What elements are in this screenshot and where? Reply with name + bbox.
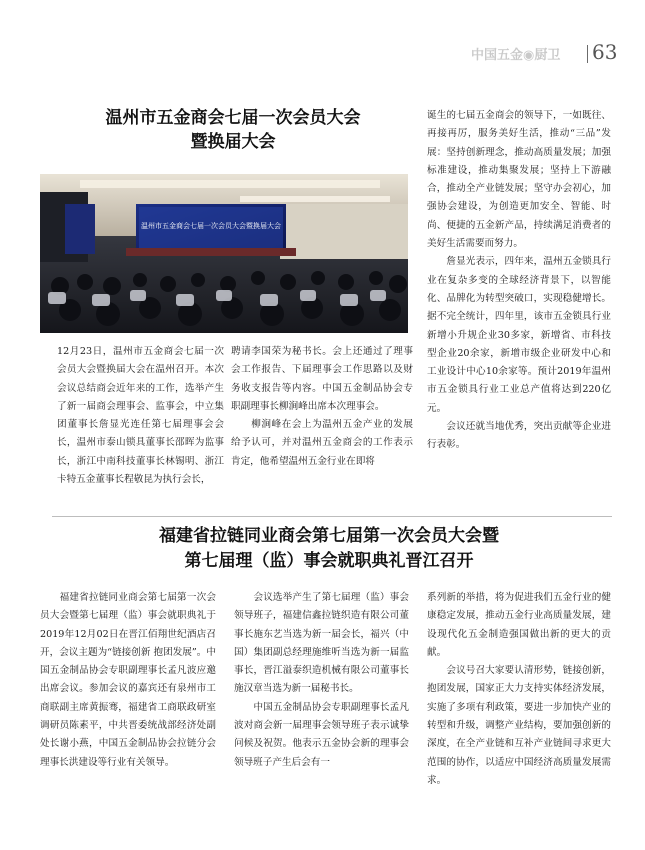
article1-title-line1: 温州市五金商会七届一次会员大会 bbox=[105, 108, 361, 128]
article1-title bbox=[52, 106, 414, 154]
article2-column-2: 会议选举产生了第七届理（监）事会领导班子，福建信鑫拉链织造有限公司董事长施东艺当选为新一届会长，福兴（中国）集团副总经理施维听当选为新一届监事长，晋江溢泰织造机械有限公司董事长施汉章当选为新一届秘书长。 中国五金制品协会专职副理事长孟凡波对商会新一届理事会领导班子表示诚挚问候及祝贺。他表示五金协会新的理事会领导班子产生后会有一 bbox=[234, 592, 409, 768]
article2-column-3: 系列新的举措，将为促进我们五金行业的健康稳定发展，推动五金行业高质量发展，建设现代化五金制造强国做出新的更大的贡献。 会议号召大家要认清形势，链接创新，抱团发展，国家正大力支持实体经济发展，实施了多项有利政策，要进一步加快产业的转型和升级，调整产业结构，要加强创新的深度，在全产业链和互补产业链间寻求更大范围的协作，以适应中国经济高质量发展需求。 bbox=[427, 592, 611, 786]
article2-title bbox=[66, 524, 592, 574]
article1-column-1: 12月23日，温州市五金商会七届一次会员大会暨换届大会在温州召开。本次会议总结商会近年来的工作，选举产生了新一届商会理事会、监事会，中立集团董事长詹显光连任第七届理事会会长，温州市泰山锁具董事长邵晖为监事长，浙江中南科技董事长林锡明、浙江卡特五金董事长程敬昆为执行会长， bbox=[57, 346, 224, 486]
conference-photo bbox=[40, 174, 408, 333]
article2-title-line2: 第七届理（监）事会就职典礼晋江召开 bbox=[184, 551, 474, 571]
magazine-brand: 中国五金◉厨卫 bbox=[471, 48, 561, 63]
page-number: 63 bbox=[592, 40, 618, 64]
header-separator bbox=[587, 45, 588, 63]
article1-column-2: 聘请李国荣为秘书长。会上还通过了理事会工作报告、下届理事会工作思路以及财务收支报告等内容。中国五金制品协会专职副理事长柳涧峰出席本次理事会。 柳涧峰在会上为温州五金产业的发展给予认可，并对温州五金商会的工作表示肯定，他希望温州五金行业在即将 bbox=[231, 346, 413, 467]
article1-title-line2: 暨换届大会 bbox=[190, 132, 276, 152]
article2-column-1: 福建省拉链同业商会第七届第一次会员大会暨第七届理（监）事会就职典礼于2019年12月02日在晋江佰翔世纪酒店召开，会议主题为“链接创新 抱团发展”。中国五金制品协会专职副理事长孟凡波应邀出席会议。参加会议的嘉宾还有泉州市工商联副主席黄振骞，福建省工商联政研室调研员陈素平，中共晋委统战部经济处副处长谢小燕，中国五金制品协会拉链分会理事长洪建设等行业有关领导。 bbox=[40, 592, 216, 768]
article1-column-right: 诞生的七届五金商会的领导下，一如既往、再接再厉，服务美好生活，推动“三品”发展：坚持创新理念，推动高质量发展；加强标准建设，推动集聚发展；坚持上下游融合，推动全产业链发展；坚守办会初心，加强协会建设，为创造更加安全、智能、时尚、便捷的五金新产品，持续满足消费者的美好生活需要而努力。 詹显光表示，四年来，温州五金锁具行业在复杂多变的全球经济背景下，以智能化、品牌化为转型突破口，实现稳健增长。据不完全统计，四年里，该市五金锁具行业新增小升规企业30多家，新增省、市科技型企业20余家，新增市级企业研发中心和工业设计中心10余家等。预计2019年温州市五金锁具行业工业总产值将达到220亿元。 会议还就当地优秀，突出贡献等企业进行表彰。 bbox=[427, 110, 611, 451]
article2-title-line1: 福建省拉链同业商会第七届第一次会员大会暨 bbox=[159, 526, 499, 546]
photo-banner-text: 温州市五金商会七届一次会员大会暨换届大会 bbox=[141, 222, 281, 230]
section-divider bbox=[52, 516, 612, 517]
